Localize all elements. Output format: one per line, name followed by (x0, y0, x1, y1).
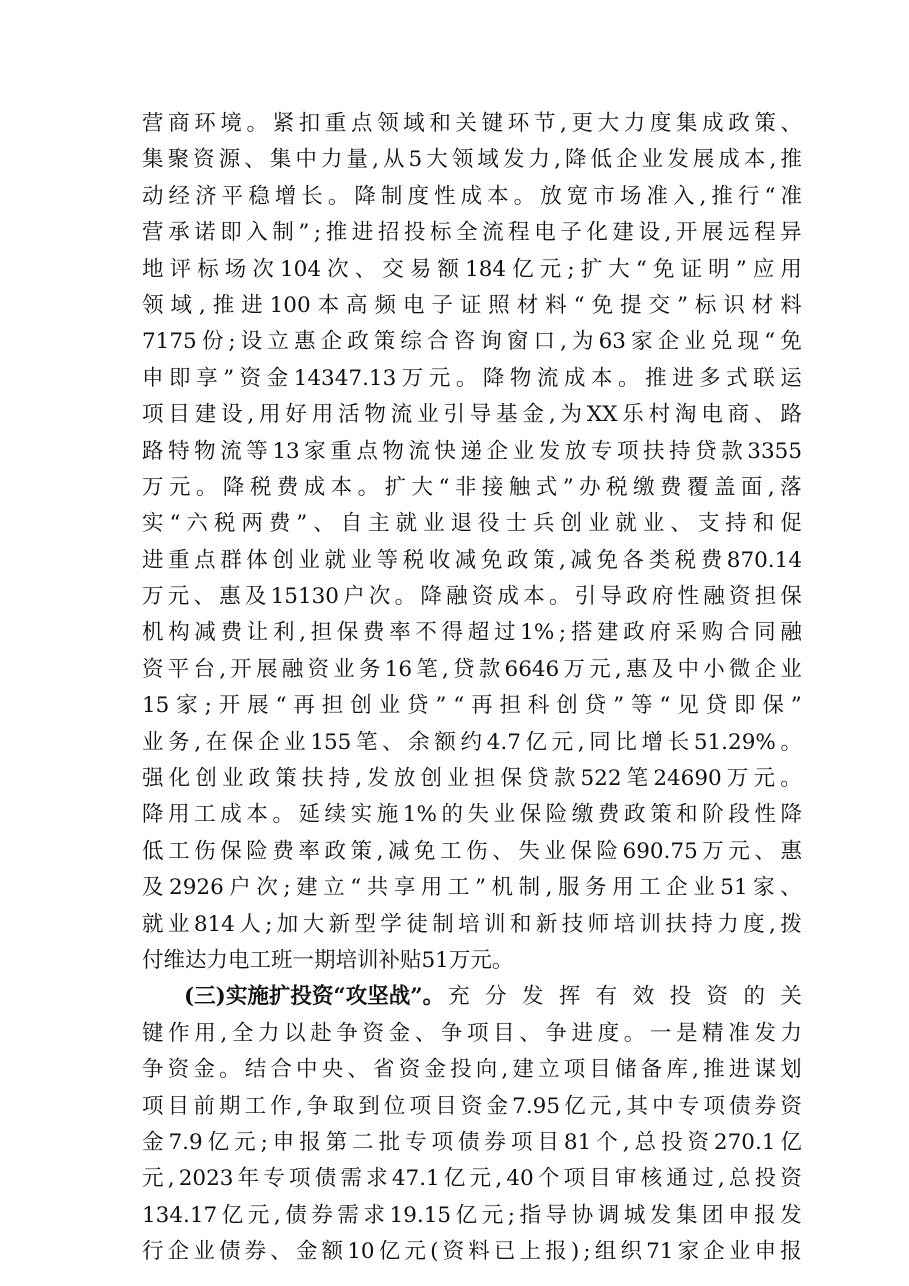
text-line: 键 作 用 , 全 力 以 赴 争 资 金 、 争 项 目 、 争 进 度 。 一 是 精 准 发 力 (142, 1020, 802, 1046)
text-line: 元 , 2023 年 专 项 债 需 求 47.1 亿 元 , 40 个 项 目 审 核 通 过 , 总 投 资 (142, 1166, 802, 1192)
text-line: 营 商 环 境 。 紧 扣 重 点 领 域 和 关 键 环 节 , 更 大 力 度 集 成 政 策 、 (142, 111, 802, 136)
text-line: 项 目 建 设 , 用 好 用 活 物 流 业 引 导 基 金 , 为 XX 乐 村 淘 电 商 、 路 (142, 402, 802, 428)
text-line: 金 7.9 亿 元 ; 申 报 第 二 批 专 项 债 券 项 目 81 个 , 总 投 资 270.1 亿 (142, 1129, 802, 1155)
text-line: 就 业 814 人 ; 加 大 新 型 学 徒 制 培 训 和 新 技 师 培 训 扶 持 力 度 , 拨 (142, 911, 802, 937)
text-line: 争 资 金 。 结 合 中 央 、 省 资 金 投 向 , 建 立 项 目 储 备 库 , 推 进 谋 划 (142, 1057, 802, 1083)
text-line: 申 即 享 ” 资 金 14347.13 万 元 。 降 物 流 成 本 。 推 进 多 式 联 运 (142, 365, 802, 391)
text-line: 路 特 物 流 等 13 家 重 点 物 流 快 递 企 业 发 放 专 项 扶 持 贷 款 3355 (142, 438, 802, 464)
text-line: 万 元 。 降 税 费 成 本 。 扩 大 “ 非 接 触 式 ” 办 税 缴 费 覆 盖 面 , 落 (142, 474, 802, 500)
text-line: 低 工 伤 保 险 费 率 政 策 , 减 免 工 伤 、 失 业 保 险 690.75 万 元 、 惠 (142, 838, 802, 864)
text-line: 行 企 业 债 券 、 金 额 10 亿 元 ( 资 料 已 上 报 ) ; 组 织 71 家 企 业 申 报 (142, 1239, 802, 1265)
text-line: 业 务 , 在 保 企 业 155 笔 、 余 额 约 4.7 亿 元 , 同 比 增 长 51.29% 。 (142, 729, 802, 755)
text-line: 地 评 标 场 次 104 次 、 交 易 额 184 亿 元 ; 扩 大 “ 免 证 明 ” 应 用 (142, 256, 802, 282)
body-text (142, 106, 802, 1271)
text-line-continuation: 充 分 发 挥 有 效 投 资 的 关 (448, 984, 802, 1010)
text-line: 7175 份 ; 设 立 惠 企 政 策 综 合 咨 询 窗 口 , 为 63 家 企 业 兑 现 “ 免 (142, 329, 802, 355)
text-line: 及 2926 户 次 ; 建 立 “ 共 享 用 工 ” 机 制 , 服 务 用 工 企 业 51 家 、 (142, 875, 802, 901)
section-heading-line (142, 979, 802, 1015)
text-line: 资 平 台 , 开 展 融 资 业 务 16 笔 , 贷 款 6646 万 元 , 惠 及 中 小 微 企 业 (142, 656, 802, 682)
text-line: 机 构 减 费 让 利 , 担 保 费 率 不 得 超 过 1% ; 搭 建 政 府 采 购 合 同 融 (142, 620, 802, 646)
text-line: 项 目 前 期 工 作 , 争 取 到 位 项 目 资 金 7.95 亿 元 , 其 中 专 项 债 券 资 (142, 1093, 802, 1119)
text-line: 营 承 诺 即 入 制 ” ; 推 进 招 投 标 全 流 程 电 子 化 建 设 , 开 展 远 程 异 (142, 220, 802, 246)
text-line: 付维达力电工班一期培训补贴51万元。 (142, 947, 514, 973)
text-line: 强 化 创 业 政 策 扶 持 , 发 放 创 业 担 保 贷 款 522 笔 24690 万 元 。 (142, 766, 802, 792)
text-line: 实 “ 六 税 两 费 ” 、 自 主 就 业 退 役 士 兵 创 业 就 业 、 支 持 和 促 (142, 511, 802, 537)
text-line: 领 域 , 推 进 100 本 高 频 电 子 证 照 材 料 “ 免 提 交 ” 标 识 材 料 (142, 292, 802, 318)
text-line: 15 家 ; 开 展 “ 再 担 创 业 贷 ” “ 再 担 科 创 贷 ” 等 “ 见 贷 即 保 ” (142, 693, 802, 719)
section-heading: (三)实施扩投资“攻坚战”。 (184, 984, 445, 1010)
text-line: 万 元 、 惠 及 15130 户 次 。 降 融 资 成 本 。 引 导 政 府 性 融 资 担 保 (142, 584, 802, 610)
text-line: 134.17 亿 元 , 债 券 需 求 19.15 亿 元 ; 指 导 协 调 城 发 集 团 申 报 发 (142, 1202, 802, 1228)
text-line: 降 用 工 成 本 。 延 续 实 施 1% 的 失 业 保 险 缴 费 政 策 和 阶 段 性 降 (142, 802, 802, 828)
text-line: 集 聚 资 源 、 集 中 力 量 , 从 5 大 领 域 发 力 , 降 低 企 业 发 展 成 本 , 推 (142, 147, 802, 173)
text-line: 进 重 点 群 体 创 业 就 业 等 税 收 减 免 政 策 , 减 免 各 类 税 费 870.14 (142, 547, 802, 573)
text-line: 动 经 济 平 稳 增 长 。 降 制 度 性 成 本 。 放 宽 市 场 准 入 , 推 行 “ 准 (142, 183, 802, 209)
